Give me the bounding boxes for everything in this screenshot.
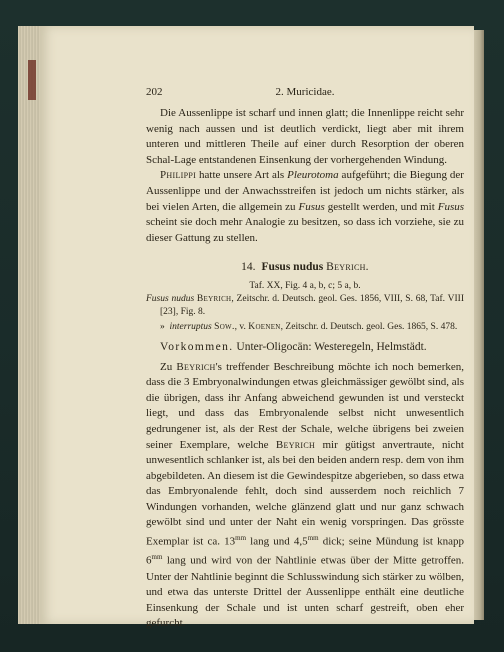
binding-mark <box>28 60 36 100</box>
genus-name: Fusus <box>298 200 325 213</box>
genus-name: Pleurotoma <box>287 169 339 182</box>
synonym-author: Beyrich <box>196 293 232 304</box>
text-run: aufgeführt; die Biegung der Aussenlippe und der Anwachsstreifen ist jedoch um nichts stärker, als bei vielen Arten, die allgemein zu <box>146 169 464 213</box>
author-name: Beyrich <box>176 360 216 373</box>
text-run: lang und 4,5 <box>246 535 308 548</box>
occurrence-label: Vorkommen. <box>160 340 234 353</box>
species-number: 14. <box>241 261 256 274</box>
page-header <box>146 86 464 102</box>
paragraph-description <box>146 360 464 632</box>
genus-name: Fusus <box>437 200 465 213</box>
synonym-entry-2 <box>146 321 464 334</box>
paragraph-philippi <box>146 168 464 246</box>
species-author: Beyrich. <box>326 261 369 274</box>
page-text <box>146 106 464 632</box>
text-run: hatte unsere Art als <box>196 169 288 182</box>
text-run: gestellt werden, und mit <box>324 200 438 213</box>
text-run: 's treffender Beschreibung möchte ich noch bemerken, dass die 3 Embryonalwindungen etwas gleichmässiger gewölbt sind, als die übrigen, dass ihr Anfang abweichend gewunden ist und versteckt liegt, und dass das Embryonalende selbst nicht unwesentlich gedrungener ist, als der Rest der Schale, welche übrigens bei zweien seiner Exemplare, welche <box>146 360 464 451</box>
species-heading <box>146 260 464 276</box>
text-run: Zu <box>160 360 177 373</box>
text-run: , v. <box>234 321 249 332</box>
text-run: mir gütigst anvertraute, nicht unwesentlich schlanker ist, als bei den beiden andern resp. dem von ihm abgebildeten. An diesem ist die Gewindespitze abgerieben, so dass etwa das Embryonalende fehlt, doch sind ausserdem noch reichlich 7 Windungen vorhanden, welche glänzend glatt und nur ganz schwach gewölbt sind und unter der Naht ein wenig vorspringen. Das grösste Exemplar ist ca. 13 <box>146 438 464 548</box>
occurrence-line <box>146 340 464 356</box>
synonym-author: Koenen <box>248 321 281 332</box>
synonym-citation: , Zeitschr. d. Deutsch. geol. Ges. 1865, S. 478. <box>280 321 458 332</box>
synonym-author: Sow. <box>214 321 235 332</box>
author-name: Philippi <box>160 169 197 182</box>
author-name: Beyrich <box>275 438 316 451</box>
unit-mm: mm <box>235 534 247 543</box>
page-number: 202 <box>146 86 163 98</box>
synonym-name: interruptus <box>169 321 212 332</box>
running-head: 2. Muricidae. <box>275 86 335 98</box>
unit-mm: mm <box>307 534 319 543</box>
text-run: lang und wird von der Nahtlinie etwas über der Mitte getroffen. Unter der Nahtlinie beginnt die Schlusswindung sich stärker zu wölben, und etwa das unterste Drittel der Aussenlippe enthält eine deutliche Einsenkung der Schale und ist unten scharf gestreift, oben eher gefurcht. <box>146 554 464 630</box>
synonym-entry <box>146 293 464 319</box>
synonym-citation: , Zeitschr. d. Deutsch. geol. Ges. 1856, VIII, S. 68, Taf. VIII [23], Fig. 8. <box>160 293 464 317</box>
occurrence-text: Unter-Oligocän: Westeregeln, Helmstädt. <box>233 340 427 353</box>
synonym-name: Fusus nudus <box>146 293 195 304</box>
ditto-mark: » <box>160 321 165 332</box>
unit-mm: mm <box>151 553 163 562</box>
text-run: dick; seine Mündung ist knapp 6 <box>146 535 464 567</box>
plate-reference: Taf. XX, Fig. 4 a, b, c; 5 a, b. <box>249 280 361 291</box>
paragraph-outer-lip: Die Aussenlippe ist scharf und innen glatt; die Innenlippe reicht sehr wenig nach aussen und ist deutlich verdickt, liegt aber mit ihrem unteren und mittleren Theile auf einer durch Resorption der oberen Schal-Lage entstandenen Einsenkung der vorhergehenden Windung. <box>146 107 464 166</box>
text-run: scheint sie doch mehr Analogie zu besitzen, so dass ich vorziehe, sie zu dieser Gattung zu stellen. <box>146 216 464 244</box>
book-right-edge <box>474 30 484 620</box>
species-name: Fusus nudus <box>261 261 324 274</box>
